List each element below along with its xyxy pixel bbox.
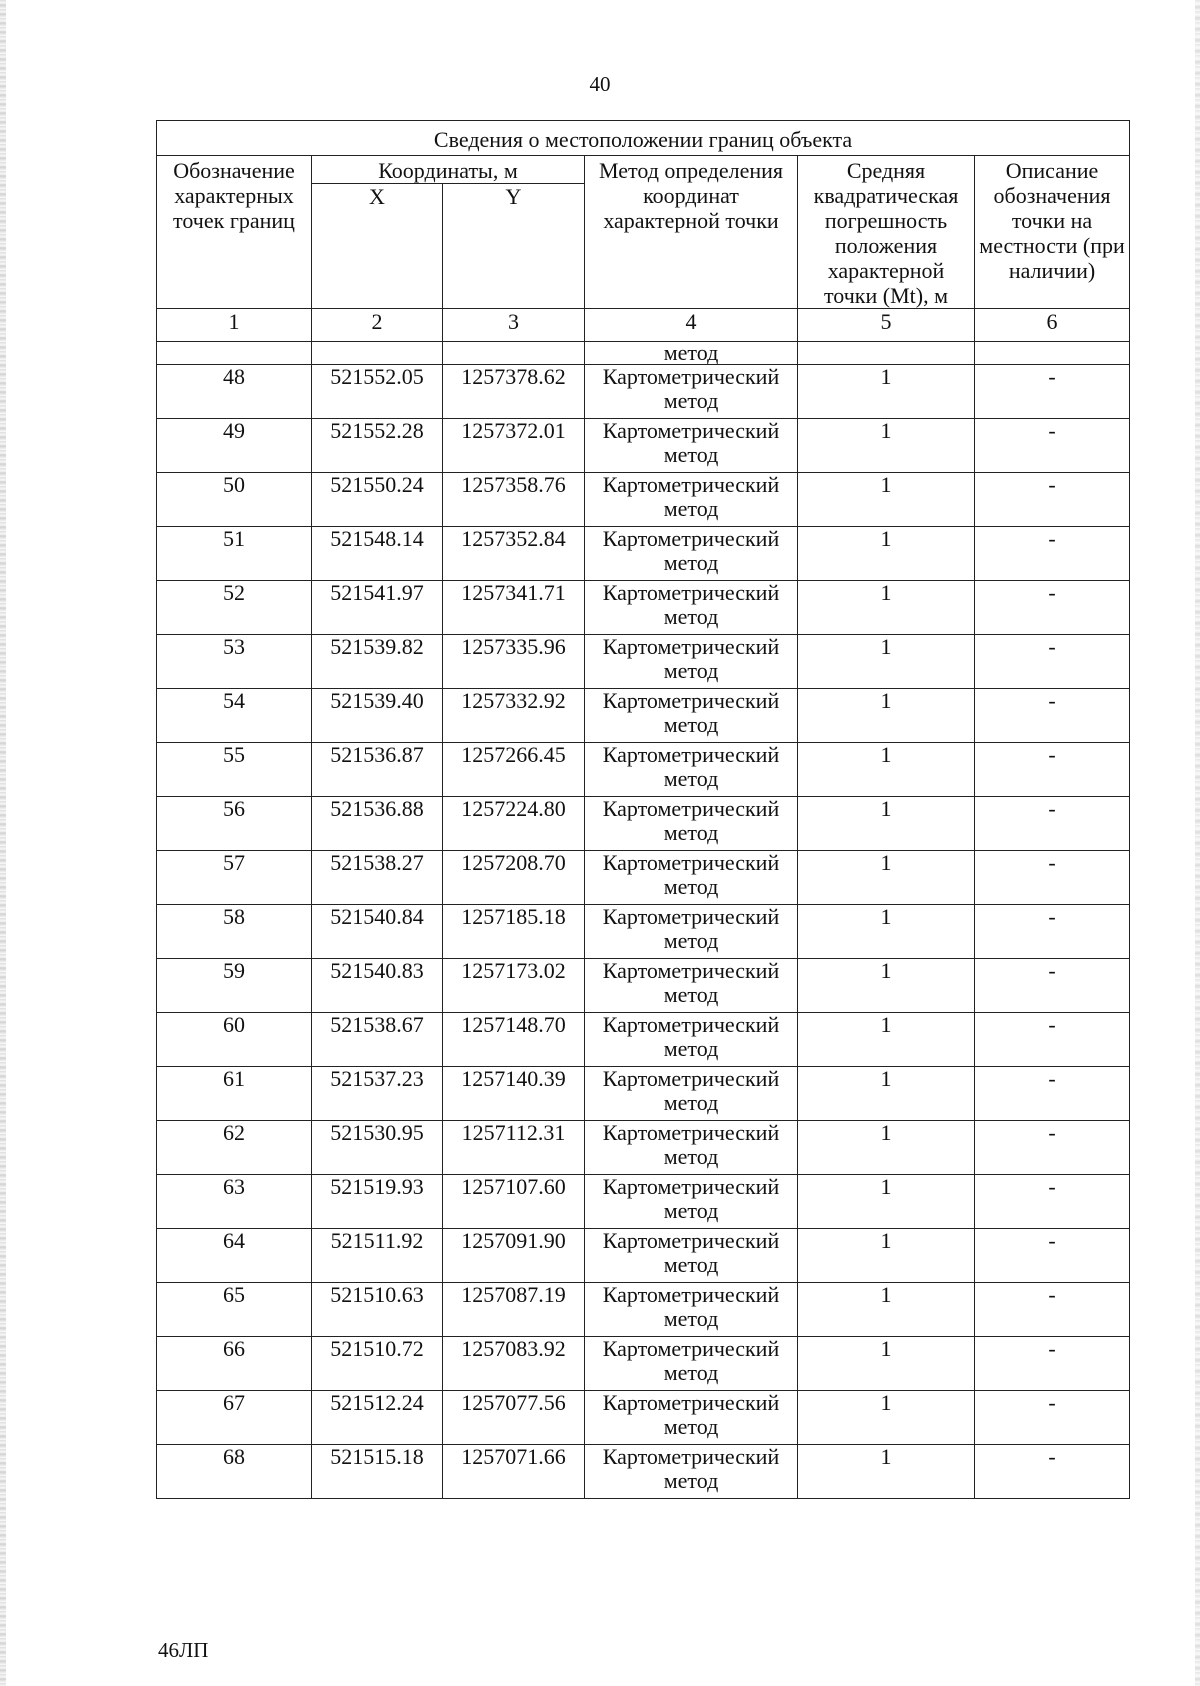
cell-x: 521540.83: [312, 959, 443, 1013]
cell-description: -: [975, 797, 1130, 851]
page-number: 40: [589, 72, 611, 96]
cell-error: 1: [798, 419, 975, 473]
cell-method: Картометрический метод: [585, 905, 798, 959]
cell-error: 1: [798, 1391, 975, 1445]
column-number-4: 4: [585, 309, 798, 342]
cell-x: 521540.84: [312, 905, 443, 959]
cell-point: 51: [157, 527, 312, 581]
cell-y: 1257332.92: [443, 689, 585, 743]
cell-point: 63: [157, 1175, 312, 1229]
cell-error: 1: [798, 635, 975, 689]
cell-description: -: [975, 1229, 1130, 1283]
cell-point: 61: [157, 1067, 312, 1121]
cell-error: 1: [798, 743, 975, 797]
table-row: [157, 365, 1130, 419]
header-error: Средняя квадратическая погрешность положения характерной точки (Mt), м: [798, 156, 975, 309]
table-row: [157, 527, 1130, 581]
cell-error: 1: [798, 1283, 975, 1337]
cell-error: 1: [798, 1337, 975, 1391]
cell-point: 50: [157, 473, 312, 527]
cell-y: 1257077.56: [443, 1391, 585, 1445]
cell-y: 1257335.96: [443, 635, 585, 689]
cell-description: -: [975, 1175, 1130, 1229]
header-x: X: [312, 184, 443, 309]
table-row: [157, 1121, 1130, 1175]
cell-point: 57: [157, 851, 312, 905]
table-row: [157, 1175, 1130, 1229]
column-number-6: 6: [975, 309, 1130, 342]
cell-empty: [157, 342, 312, 365]
cell-x: 521515.18: [312, 1445, 443, 1499]
cell-description: -: [975, 1067, 1130, 1121]
cell-method: Картометрический метод: [585, 1445, 798, 1499]
cell-x: 521530.95: [312, 1121, 443, 1175]
cell-y: 1257071.66: [443, 1445, 585, 1499]
cell-x: 521512.24: [312, 1391, 443, 1445]
cell-y: 1257266.45: [443, 743, 585, 797]
cell-y: 1257358.76: [443, 473, 585, 527]
cell-method: Картометрический метод: [585, 797, 798, 851]
cell-method: Картометрический метод: [585, 527, 798, 581]
cell-point: 54: [157, 689, 312, 743]
cell-description: -: [975, 1283, 1130, 1337]
cell-x: 521552.28: [312, 419, 443, 473]
cell-y: 1257107.60: [443, 1175, 585, 1229]
cell-x: 521537.23: [312, 1067, 443, 1121]
cell-y: 1257341.71: [443, 581, 585, 635]
table-row: [157, 1067, 1130, 1121]
cell-description: -: [975, 473, 1130, 527]
cell-error: 1: [798, 527, 975, 581]
table-row: [157, 1445, 1130, 1499]
cell-point: 66: [157, 1337, 312, 1391]
boundary-coordinates-table: [156, 120, 1130, 1499]
cell-error: 1: [798, 473, 975, 527]
column-number-5: 5: [798, 309, 975, 342]
cell-description: -: [975, 635, 1130, 689]
cell-y: 1257112.31: [443, 1121, 585, 1175]
cell-point: 59: [157, 959, 312, 1013]
cell-description: -: [975, 851, 1130, 905]
cell-description: -: [975, 365, 1130, 419]
cell-x: 521536.87: [312, 743, 443, 797]
cell-x: 521552.05: [312, 365, 443, 419]
cell-method: Картометрический метод: [585, 1337, 798, 1391]
cell-description: -: [975, 419, 1130, 473]
cell-empty: [312, 342, 443, 365]
cell-method: Картометрический метод: [585, 743, 798, 797]
cell-description: -: [975, 1337, 1130, 1391]
cell-x: 521541.97: [312, 581, 443, 635]
cell-point: 65: [157, 1283, 312, 1337]
cell-error: 1: [798, 1067, 975, 1121]
cell-error: 1: [798, 1229, 975, 1283]
footer-code: 46ЛП: [158, 1638, 209, 1662]
table-row: [157, 1337, 1130, 1391]
cell-x: 521511.92: [312, 1229, 443, 1283]
cell-error: 1: [798, 1175, 975, 1229]
cell-method: Картометрический метод: [585, 1283, 798, 1337]
cell-y: 1257208.70: [443, 851, 585, 905]
cell-y: 1257140.39: [443, 1067, 585, 1121]
table-row: [157, 797, 1130, 851]
cell-y: 1257352.84: [443, 527, 585, 581]
cell-point: 62: [157, 1121, 312, 1175]
header-designation: Обозначение характерных точек границ: [157, 156, 312, 309]
cell-y: 1257173.02: [443, 959, 585, 1013]
cell-method: Картометрический метод: [585, 689, 798, 743]
cell-point: 60: [157, 1013, 312, 1067]
cell-x: 521548.14: [312, 527, 443, 581]
cell-x: 521538.67: [312, 1013, 443, 1067]
cell-x: 521539.82: [312, 635, 443, 689]
table-row: [157, 419, 1130, 473]
column-number-3: 3: [443, 309, 585, 342]
table-row: [157, 1283, 1130, 1337]
table-row: [157, 635, 1130, 689]
table-row: [157, 851, 1130, 905]
table-row: [157, 1013, 1130, 1067]
cell-description: -: [975, 1013, 1130, 1067]
cell-point: 52: [157, 581, 312, 635]
cell-error: 1: [798, 365, 975, 419]
cell-error: 1: [798, 1445, 975, 1499]
cell-description: -: [975, 959, 1130, 1013]
cell-method: Картометрический метод: [585, 1121, 798, 1175]
cell-error: 1: [798, 905, 975, 959]
cell-method: Картометрический метод: [585, 581, 798, 635]
cell-point: 67: [157, 1391, 312, 1445]
cell-error: 1: [798, 959, 975, 1013]
cell-method: Картометрический метод: [585, 851, 798, 905]
cell-method: Картометрический метод: [585, 1229, 798, 1283]
continued-method: метод: [585, 342, 798, 365]
header-y: Y: [443, 184, 585, 309]
cell-empty: [798, 342, 975, 365]
cell-y: 1257372.01: [443, 419, 585, 473]
table-row: [157, 1391, 1130, 1445]
table-row: [157, 581, 1130, 635]
cell-point: 48: [157, 365, 312, 419]
cell-point: 49: [157, 419, 312, 473]
cell-x: 521550.24: [312, 473, 443, 527]
cell-description: -: [975, 689, 1130, 743]
table-row: [157, 905, 1130, 959]
cell-point: 68: [157, 1445, 312, 1499]
cell-description: -: [975, 527, 1130, 581]
cell-x: 521536.88: [312, 797, 443, 851]
cell-method: Картометрический метод: [585, 365, 798, 419]
cell-description: -: [975, 1445, 1130, 1499]
scan-edge-left: [0, 0, 6, 1686]
cell-method: Картометрический метод: [585, 1067, 798, 1121]
cell-description: -: [975, 581, 1130, 635]
cell-error: 1: [798, 689, 975, 743]
cell-error: 1: [798, 1121, 975, 1175]
table-row: [157, 959, 1130, 1013]
cell-point: 56: [157, 797, 312, 851]
cell-method: Картометрический метод: [585, 1013, 798, 1067]
cell-point: 53: [157, 635, 312, 689]
cell-description: -: [975, 1391, 1130, 1445]
cell-description: -: [975, 1121, 1130, 1175]
cell-x: 521519.93: [312, 1175, 443, 1229]
cell-error: 1: [798, 581, 975, 635]
cell-description: -: [975, 743, 1130, 797]
table-row: [157, 473, 1130, 527]
scan-edge-right: [1195, 0, 1200, 1686]
cell-error: 1: [798, 1013, 975, 1067]
cell-point: 64: [157, 1229, 312, 1283]
cell-x: 521510.63: [312, 1283, 443, 1337]
cell-method: Картометрический метод: [585, 635, 798, 689]
cell-y: 1257224.80: [443, 797, 585, 851]
cell-x: 521538.27: [312, 851, 443, 905]
table-row: [157, 689, 1130, 743]
column-number-2: 2: [312, 309, 443, 342]
cell-error: 1: [798, 797, 975, 851]
column-number-1: 1: [157, 309, 312, 342]
cell-method: Картометрический метод: [585, 1175, 798, 1229]
table-title: Сведения о местоположении границ объекта: [157, 121, 1130, 156]
header-description: Описание обозначения точки на местности (при наличии): [975, 156, 1130, 309]
cell-x: 521510.72: [312, 1337, 443, 1391]
cell-y: 1257091.90: [443, 1229, 585, 1283]
cell-empty: [443, 342, 585, 365]
cell-point: 58: [157, 905, 312, 959]
cell-error: 1: [798, 851, 975, 905]
header-method: Метод определения координат характерной точки: [585, 156, 798, 309]
cell-y: 1257185.18: [443, 905, 585, 959]
cell-description: -: [975, 905, 1130, 959]
cell-empty: [975, 342, 1130, 365]
cell-method: Картометрический метод: [585, 959, 798, 1013]
header-coordinates: Координаты, м: [312, 156, 585, 184]
cell-y: 1257087.19: [443, 1283, 585, 1337]
cell-x: 521539.40: [312, 689, 443, 743]
continued-row: [157, 342, 1130, 365]
cell-method: Картометрический метод: [585, 473, 798, 527]
cell-y: 1257378.62: [443, 365, 585, 419]
table-row: [157, 1229, 1130, 1283]
cell-point: 55: [157, 743, 312, 797]
cell-y: 1257083.92: [443, 1337, 585, 1391]
table-row: [157, 743, 1130, 797]
cell-method: Картометрический метод: [585, 1391, 798, 1445]
cell-method: Картометрический метод: [585, 419, 798, 473]
cell-y: 1257148.70: [443, 1013, 585, 1067]
